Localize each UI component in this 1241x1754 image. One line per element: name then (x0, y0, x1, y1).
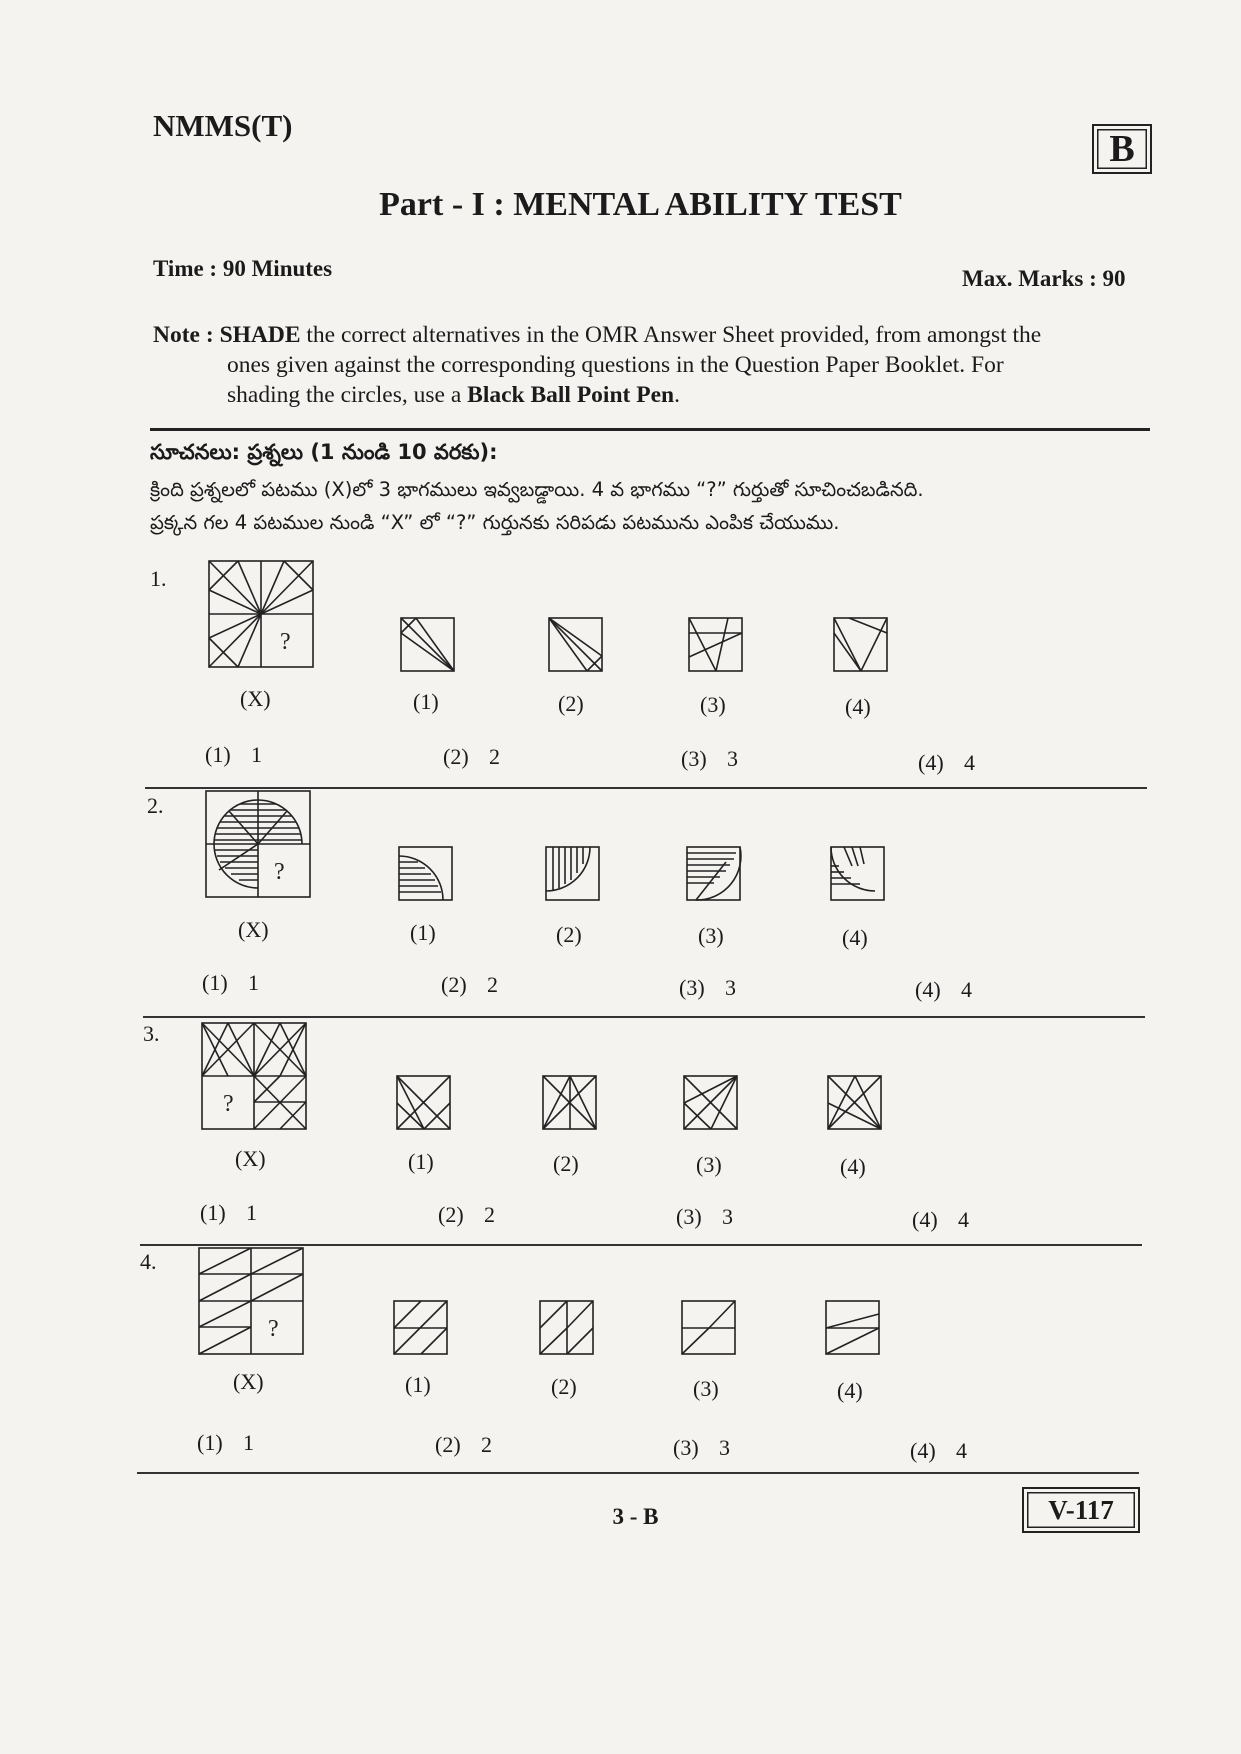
question-number: 1. (150, 566, 167, 591)
q3-label-1: (1) (408, 1149, 434, 1174)
q1-label-1: (1) (413, 689, 439, 714)
note-text-3: shading the circles, use a (227, 382, 468, 408)
q3-option-3-figure (683, 1075, 738, 1130)
q2-option-3[interactable]: (3) 3 (679, 975, 736, 1000)
q1-option-3-figure (688, 617, 743, 672)
instructions-note (153, 320, 1153, 410)
q4-option-4[interactable]: (4) 4 (910, 1438, 967, 1463)
q2-question-mark: ? (274, 859, 285, 885)
telugu-line-2: ప్రక్కన గల 4 పటముల నుండి “X” లో “?” గుర్తునకు సరిపడు పటమును ఎంపిక చేయుము. (150, 511, 840, 534)
q4-option-3[interactable]: (3) 3 (673, 1435, 730, 1460)
q4-label-2: (2) (551, 1374, 577, 1399)
telugu-heading: సూచనలు: ప్రశ్నలు (1 నుండి 10 వరకు): (150, 440, 498, 464)
max-marks: Max. Marks : 90 (962, 266, 1126, 291)
q1-option-1-figure (400, 617, 455, 672)
note-shade: SHADE (219, 322, 301, 348)
q3-label-2: (2) (553, 1151, 579, 1176)
q3-option-4-figure (827, 1075, 882, 1130)
question-number: 2. (147, 793, 164, 818)
q4-option-1-figure (393, 1300, 448, 1355)
q3-label-4: (4) (840, 1154, 866, 1179)
exam-code: NMMS(T) (153, 108, 293, 143)
q2-option-4-figure (830, 846, 885, 901)
question-number: 3. (143, 1021, 160, 1046)
q4-option-3-figure (681, 1300, 736, 1355)
q4-question-mark: ? (268, 1316, 279, 1342)
q3-option-4[interactable]: (4) 4 (912, 1207, 969, 1232)
q1-question-mark: ? (280, 629, 291, 655)
note-text-2: ones given against the corresponding questions in the Question Paper Booklet. For (227, 352, 1004, 378)
header-divider (150, 428, 1150, 431)
booklet-set-box: B (1092, 124, 1152, 174)
q4-option-2-figure (539, 1300, 594, 1355)
q4-label-4: (4) (837, 1378, 863, 1403)
question-divider (145, 787, 1147, 789)
q2-label-2: (2) (556, 922, 582, 947)
q3-option-3[interactable]: (3) 3 (676, 1204, 733, 1229)
q3-option-2-figure (542, 1075, 597, 1130)
q1-figure-x (208, 560, 314, 668)
q1-label-2: (2) (558, 691, 584, 716)
q4-label-1: (1) (405, 1372, 431, 1397)
q4-figure-x (198, 1247, 304, 1355)
q2-option-1[interactable]: (1) 1 (202, 970, 259, 995)
q2-option-2-figure (545, 846, 600, 901)
q1-label-4: (4) (845, 694, 871, 719)
q1-option-4-figure (833, 617, 888, 672)
q3-label-x: (X) (235, 1146, 266, 1171)
q4-option-4-figure (825, 1300, 880, 1355)
q2-figure-x (205, 790, 311, 898)
q4-option-2[interactable]: (2) 2 (435, 1432, 492, 1457)
q2-label-x: (X) (238, 917, 269, 942)
question-divider (140, 1244, 1142, 1246)
telugu-line-1: క్రింది ప్రశ్నలలో పటము (X)లో 3 భాగములు ఇవ్వబడ్డాయి. 4 వ భాగము “?” గుర్తుతో సూచించబడినది. (150, 478, 924, 501)
q4-option-1[interactable]: (1) 1 (197, 1430, 254, 1455)
q1-label-x: (X) (240, 686, 271, 711)
q2-label-3: (3) (698, 923, 724, 948)
page-title: Part - I : MENTAL ABILITY TEST (379, 186, 902, 223)
q4-label-x: (X) (233, 1369, 264, 1394)
q2-option-4[interactable]: (4) 4 (915, 977, 972, 1002)
time-limit: Time : 90 Minutes (153, 256, 333, 281)
q1-option-3[interactable]: (3) 3 (681, 746, 738, 771)
note-pen: Black Ball Point Pen (467, 382, 675, 408)
note-text-1: the correct alternatives in the OMR Answer Sheet provided, from amongst the (300, 322, 1042, 348)
q3-option-1[interactable]: (1) 1 (200, 1200, 257, 1225)
q3-question-mark: ? (223, 1091, 234, 1117)
q2-label-4: (4) (842, 925, 868, 950)
q2-label-1: (1) (410, 920, 436, 945)
note-label: Note : (153, 322, 214, 348)
page-number: 3 - B (612, 1504, 659, 1529)
paper-code-box: V-117 (1022, 1487, 1140, 1533)
q2-option-3-figure (686, 846, 741, 901)
q1-option-4[interactable]: (4) 4 (918, 750, 975, 775)
question-divider (137, 1472, 1139, 1474)
q1-label-3: (3) (700, 692, 726, 717)
q3-figure-x (201, 1022, 307, 1130)
q4-label-3: (3) (693, 1376, 719, 1401)
q1-option-1[interactable]: (1) 1 (205, 742, 262, 767)
q1-option-2-figure (548, 617, 603, 672)
q2-option-2[interactable]: (2) 2 (441, 972, 498, 997)
note-dot: . (674, 382, 680, 408)
q2-option-1-figure (398, 846, 453, 901)
q1-option-2[interactable]: (2) 2 (443, 744, 500, 769)
q3-option-1-figure (396, 1075, 451, 1130)
question-divider (143, 1016, 1145, 1018)
question-number: 4. (140, 1249, 157, 1274)
q3-option-2[interactable]: (2) 2 (438, 1202, 495, 1227)
q3-label-3: (3) (696, 1152, 722, 1177)
